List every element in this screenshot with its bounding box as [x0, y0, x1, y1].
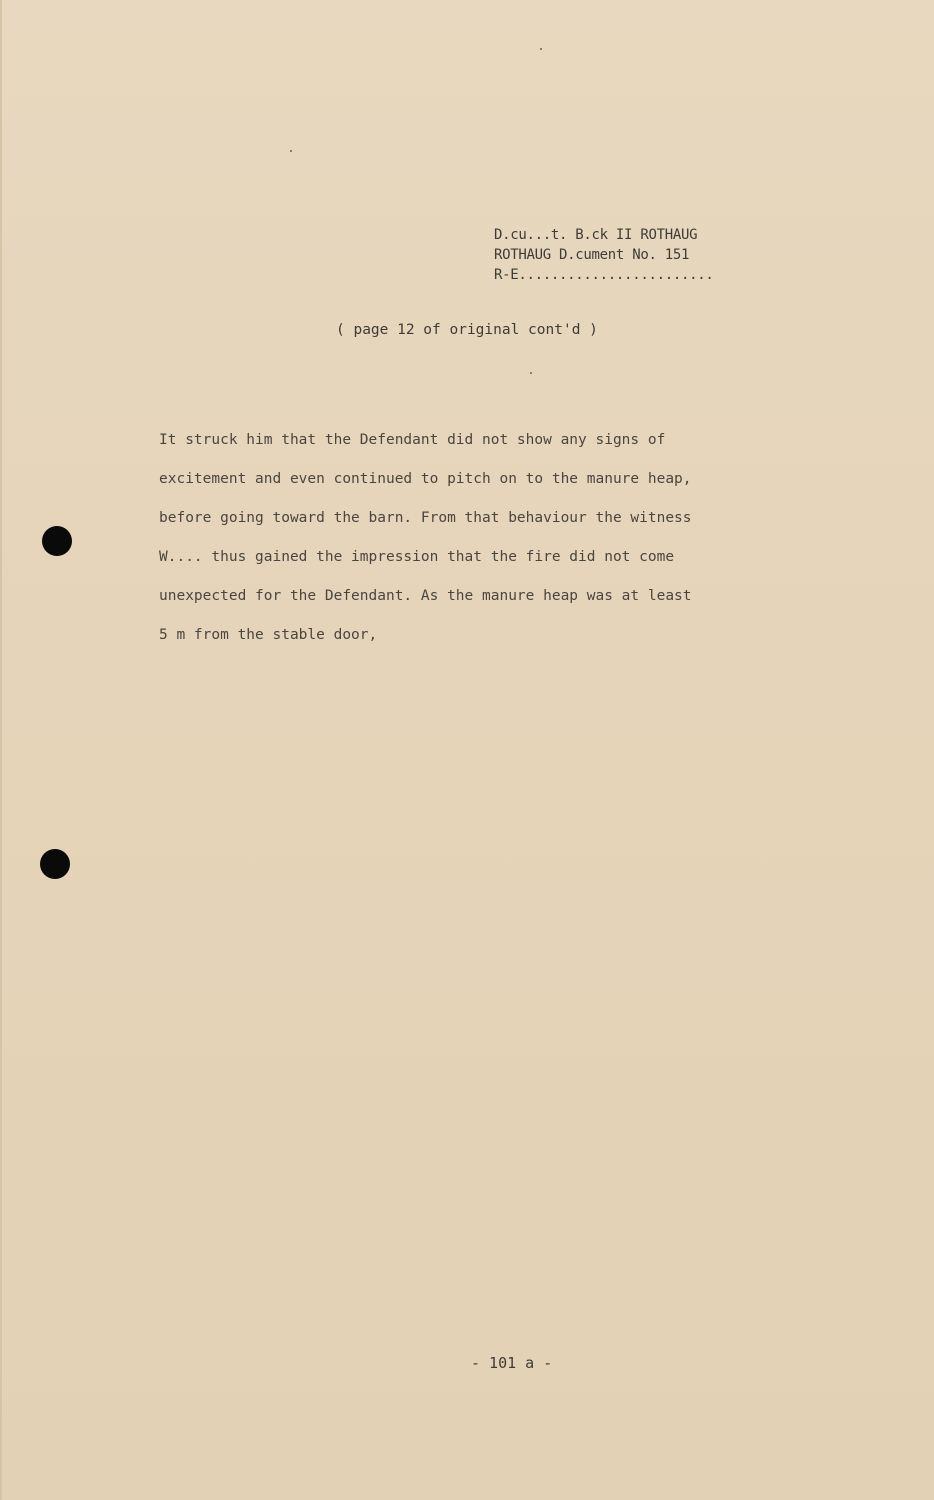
punch-hole: [42, 526, 72, 556]
punch-hole: [40, 849, 70, 879]
document-number-reference: ROTHAUG D.cument No. 151: [494, 247, 690, 263]
body-line: It struck him that the Defendant did not show any signs of: [159, 432, 666, 448]
document-body: [159, 421, 759, 655]
body-line: before going toward the barn. From that behaviour the witness: [159, 510, 692, 526]
paper-speck: [290, 150, 292, 152]
body-line: 5 m from the stable door,: [159, 627, 378, 643]
page-number: - 101 a -: [471, 1354, 553, 1372]
page-continuation-note: ( page 12 of original cont'd ): [336, 322, 598, 338]
body-line: unexpected for the Defendant. As the manure heap was at least: [159, 588, 692, 604]
body-line: excitement and even continued to pitch on to the manure heap,: [159, 471, 692, 487]
paper-speck: [530, 372, 532, 374]
exhibit-reference: R-E........................: [494, 267, 714, 283]
paper-speck: [540, 48, 542, 50]
document-book-reference: D.cu...t. B.ck II ROTHAUG: [494, 227, 698, 243]
document-reference-header: [494, 225, 734, 285]
body-line: W.... thus gained the impression that the fire did not come: [159, 549, 675, 565]
